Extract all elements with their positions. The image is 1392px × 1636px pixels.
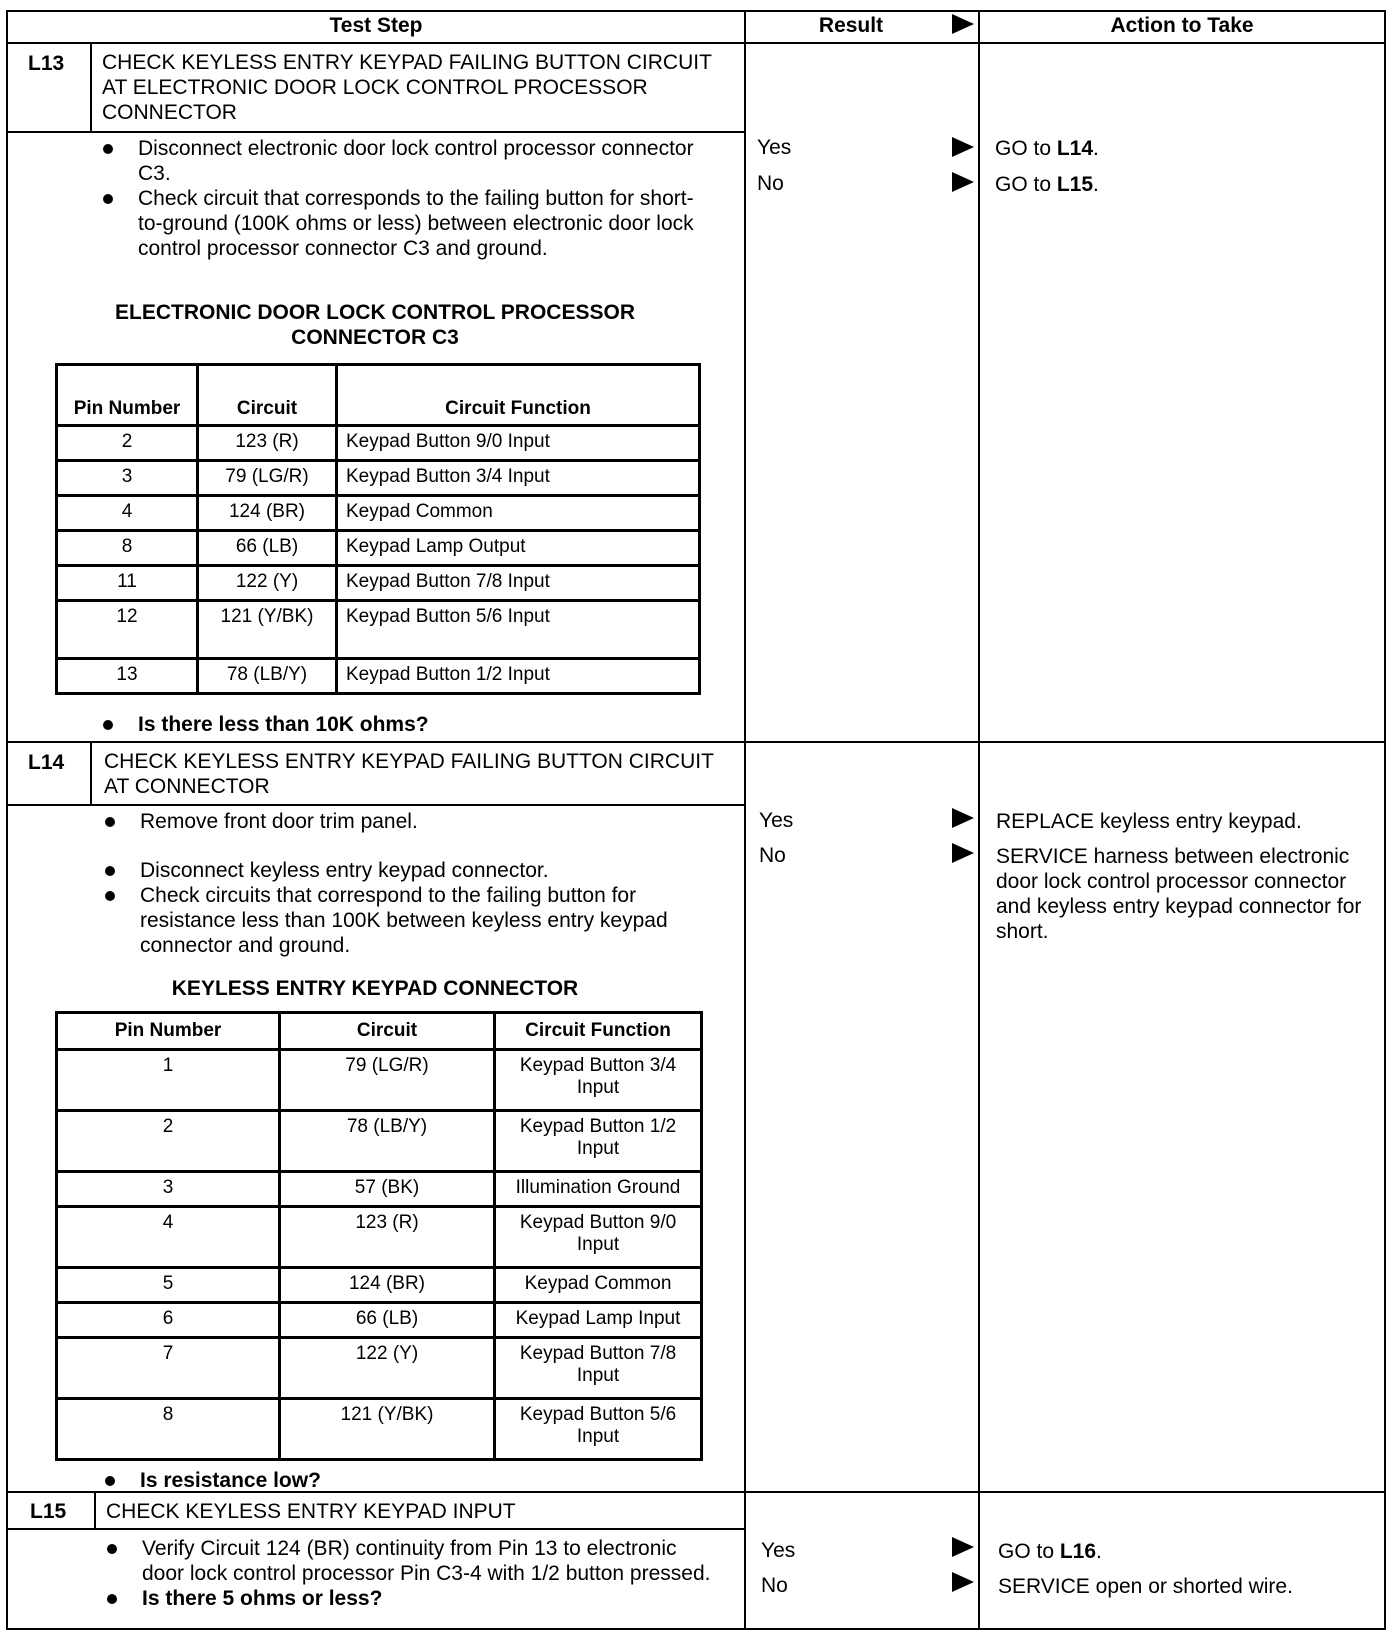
table-row (57, 531, 700, 566)
col-header-pin: Pin Number (57, 1013, 280, 1050)
frame-bottom-line (6, 1628, 1386, 1630)
pin-cell: 11 (57, 566, 198, 601)
l13-question (100, 712, 700, 737)
function-cell: Keypad Lamp Input (495, 1303, 702, 1338)
circuit-cell: 122 (Y) (198, 566, 337, 601)
table-row (57, 1268, 702, 1303)
l14-step-id: L14 (28, 751, 65, 774)
l15-yes-arrow-icon (952, 1537, 974, 1557)
table-row (57, 461, 700, 496)
l15-result-no: No (761, 1574, 788, 1597)
l13-id-divider (90, 42, 92, 132)
function-cell: Keypad Button 9/0 Input (337, 426, 700, 461)
pin-cell: 5 (57, 1268, 280, 1303)
circuit-cell: 124 (BR) (198, 496, 337, 531)
pin-cell: 2 (57, 1111, 280, 1172)
l13-action-yes: GO to L14. (995, 137, 1099, 160)
circuit-cell: 124 (BR) (280, 1268, 495, 1303)
l14-action-yes: REPLACE keyless entry keypad. (996, 810, 1302, 833)
l14-step-title: CHECK KEYLESS ENTRY KEYPAD FAILING BUTTON CIRCUIT AT CONNECTOR (104, 750, 714, 798)
function-cell: Keypad Button 7/8 Input (495, 1338, 702, 1399)
l14-result-yes: Yes (759, 809, 794, 832)
l15-top-line (6, 1491, 1386, 1493)
circuit-cell: 121 (Y/BK) (198, 601, 337, 659)
function-cell: Keypad Button 7/8 Input (337, 566, 700, 601)
function-cell: Keypad Button 9/0 Input (495, 1207, 702, 1268)
table-row (57, 566, 700, 601)
circuit-cell: 122 (Y) (280, 1338, 495, 1399)
table-row (57, 1338, 702, 1399)
pin-cell: 13 (57, 659, 198, 694)
col-header-circuit: Circuit (280, 1013, 495, 1050)
function-cell: Keypad Common (337, 496, 700, 531)
pin-cell: 12 (57, 601, 198, 659)
table-row (57, 1172, 702, 1207)
l14-question-text: Is resistance low? (102, 1468, 702, 1493)
l15-result-yes: Yes (761, 1539, 796, 1562)
function-cell: Keypad Button 3/4 Input (495, 1050, 702, 1111)
function-cell: Keypad Button 1/2 Input (337, 659, 700, 694)
circuit-cell: 79 (LG/R) (198, 461, 337, 496)
l14-action-no: SERVICE harness between electronic door lock control processor connector and keyless entry keypad connector for short. (996, 845, 1362, 943)
table-row (57, 496, 700, 531)
l15-id-divider (94, 1491, 96, 1529)
l13-result-no: No (757, 172, 784, 195)
col-header-function: Circuit Function (495, 1013, 702, 1050)
table-header-row (57, 365, 700, 426)
l13-question-text: Is there less than 10K ohms? (100, 712, 700, 737)
col-header-pin: Pin Number (57, 365, 198, 426)
l14-instruction: Remove front door trim panel. (102, 809, 712, 834)
l14-yes-arrow-icon (952, 808, 974, 828)
circuit-cell: 66 (LB) (198, 531, 337, 566)
pin-cell: 7 (57, 1338, 280, 1399)
col-header-circuit: Circuit (198, 365, 337, 426)
table-row (57, 1050, 702, 1111)
l13-instruction: Check circuit that corresponds to the failing button for short-to-ground (100K ohms or less) between electronic door lock control processor connector C3 and ground. (100, 186, 700, 261)
pin-cell: 8 (57, 1399, 280, 1460)
frame-top-line (6, 10, 1386, 12)
l13-no-arrow-icon (952, 172, 974, 192)
l14-title-bottom (6, 804, 744, 806)
pin-cell: 2 (57, 426, 198, 461)
l13-instruction: Disconnect electronic door lock control processor connector C3. (100, 136, 700, 186)
circuit-cell: 78 (LB/Y) (280, 1111, 495, 1172)
function-cell: Keypad Button 3/4 Input (337, 461, 700, 496)
l15-title-bottom (6, 1528, 744, 1530)
header-action: Action to Take (1110, 14, 1254, 37)
circuit-cell: 66 (LB) (280, 1303, 495, 1338)
l15-no-arrow-icon (952, 1572, 974, 1592)
table-header-row (57, 1013, 702, 1050)
pin-cell: 8 (57, 531, 198, 566)
pin-cell: 4 (57, 1207, 280, 1268)
pin-cell: 3 (57, 1172, 280, 1207)
header-bottom-line (6, 42, 1386, 44)
header-test-step: Test Step (329, 14, 423, 37)
pin-cell: 6 (57, 1303, 280, 1338)
l13-step-title: CHECK KEYLESS ENTRY KEYPAD FAILING BUTTON CIRCUIT AT ELECTRONIC DOOR LOCK CONTROL PROCESSOR CONNECTOR (102, 51, 712, 124)
l15-step-id: L15 (30, 1500, 67, 1523)
l15-action-yes: GO to L16. (998, 1540, 1102, 1563)
table-row (57, 1111, 702, 1172)
function-cell: Illumination Ground (495, 1172, 702, 1207)
l13-instructions (100, 136, 700, 261)
l15-step-title: CHECK KEYLESS ENTRY KEYPAD INPUT (106, 1500, 516, 1523)
frame-left-line (6, 10, 8, 1630)
l13-connector-table (55, 363, 701, 695)
table-row (57, 1303, 702, 1338)
l14-instruction: Check circuits that correspond to the failing button for resistance less than 100K between keyless entry keypad connector and ground. (102, 883, 712, 958)
table-row (57, 659, 700, 694)
l13-yes-arrow-icon (952, 137, 974, 157)
l14-top-line (6, 741, 1386, 743)
l14-question (102, 1468, 702, 1493)
col-divider-action (978, 10, 980, 1630)
l13-action-no: GO to L15. (995, 173, 1099, 196)
l14-id-divider (90, 741, 92, 805)
table-row (57, 426, 700, 461)
function-cell: Keypad Lamp Output (337, 531, 700, 566)
l13-result-yes: Yes (757, 136, 792, 159)
table-row (57, 1207, 702, 1268)
l14-instruction: Disconnect keyless entry keypad connector. (102, 858, 712, 883)
col-header-function: Circuit Function (337, 365, 700, 426)
function-cell: Keypad Button 5/6 Input (495, 1399, 702, 1460)
l14-connector-table (55, 1011, 703, 1461)
l15-question-text: Is there 5 ohms or less? (104, 1586, 714, 1611)
frame-right-line (1384, 10, 1386, 1630)
header-result: Result (818, 14, 884, 37)
circuit-cell: 78 (LB/Y) (198, 659, 337, 694)
col-divider-result (744, 10, 746, 1630)
circuit-cell: 57 (BK) (280, 1172, 495, 1207)
circuit-cell: 79 (LG/R) (280, 1050, 495, 1111)
l13-title-bottom (6, 131, 744, 133)
circuit-cell: 123 (R) (198, 426, 337, 461)
l13-step-id: L13 (28, 52, 65, 75)
header-arrow-icon (952, 14, 974, 34)
l14-no-arrow-icon (952, 843, 974, 863)
function-cell: Keypad Common (495, 1268, 702, 1303)
circuit-cell: 121 (Y/BK) (280, 1399, 495, 1460)
pin-cell: 3 (57, 461, 198, 496)
l14-instructions (102, 809, 712, 958)
table-row (57, 1399, 702, 1460)
circuit-cell: 123 (R) (280, 1207, 495, 1268)
pin-cell: 4 (57, 496, 198, 531)
l15-instruction: Verify Circuit 124 (BR) continuity from Pin 13 to electronic door lock control processor Pin C3-4 with 1/2 button pressed. (104, 1536, 714, 1586)
l14-table-title: KEYLESS ENTRY KEYPAD CONNECTOR (171, 977, 579, 1000)
function-cell: Keypad Button 1/2 Input (495, 1111, 702, 1172)
pin-cell: 1 (57, 1050, 280, 1111)
l14-result-no: No (759, 844, 786, 867)
l15-action-no: SERVICE open or shorted wire. (998, 1575, 1293, 1598)
function-cell: Keypad Button 5/6 Input (337, 601, 700, 659)
l15-instructions (104, 1536, 714, 1611)
table-row (57, 601, 700, 659)
l13-table-title: ELECTRONIC DOOR LOCK CONTROL PROCESSOR CONNECTOR C3 (115, 301, 635, 349)
